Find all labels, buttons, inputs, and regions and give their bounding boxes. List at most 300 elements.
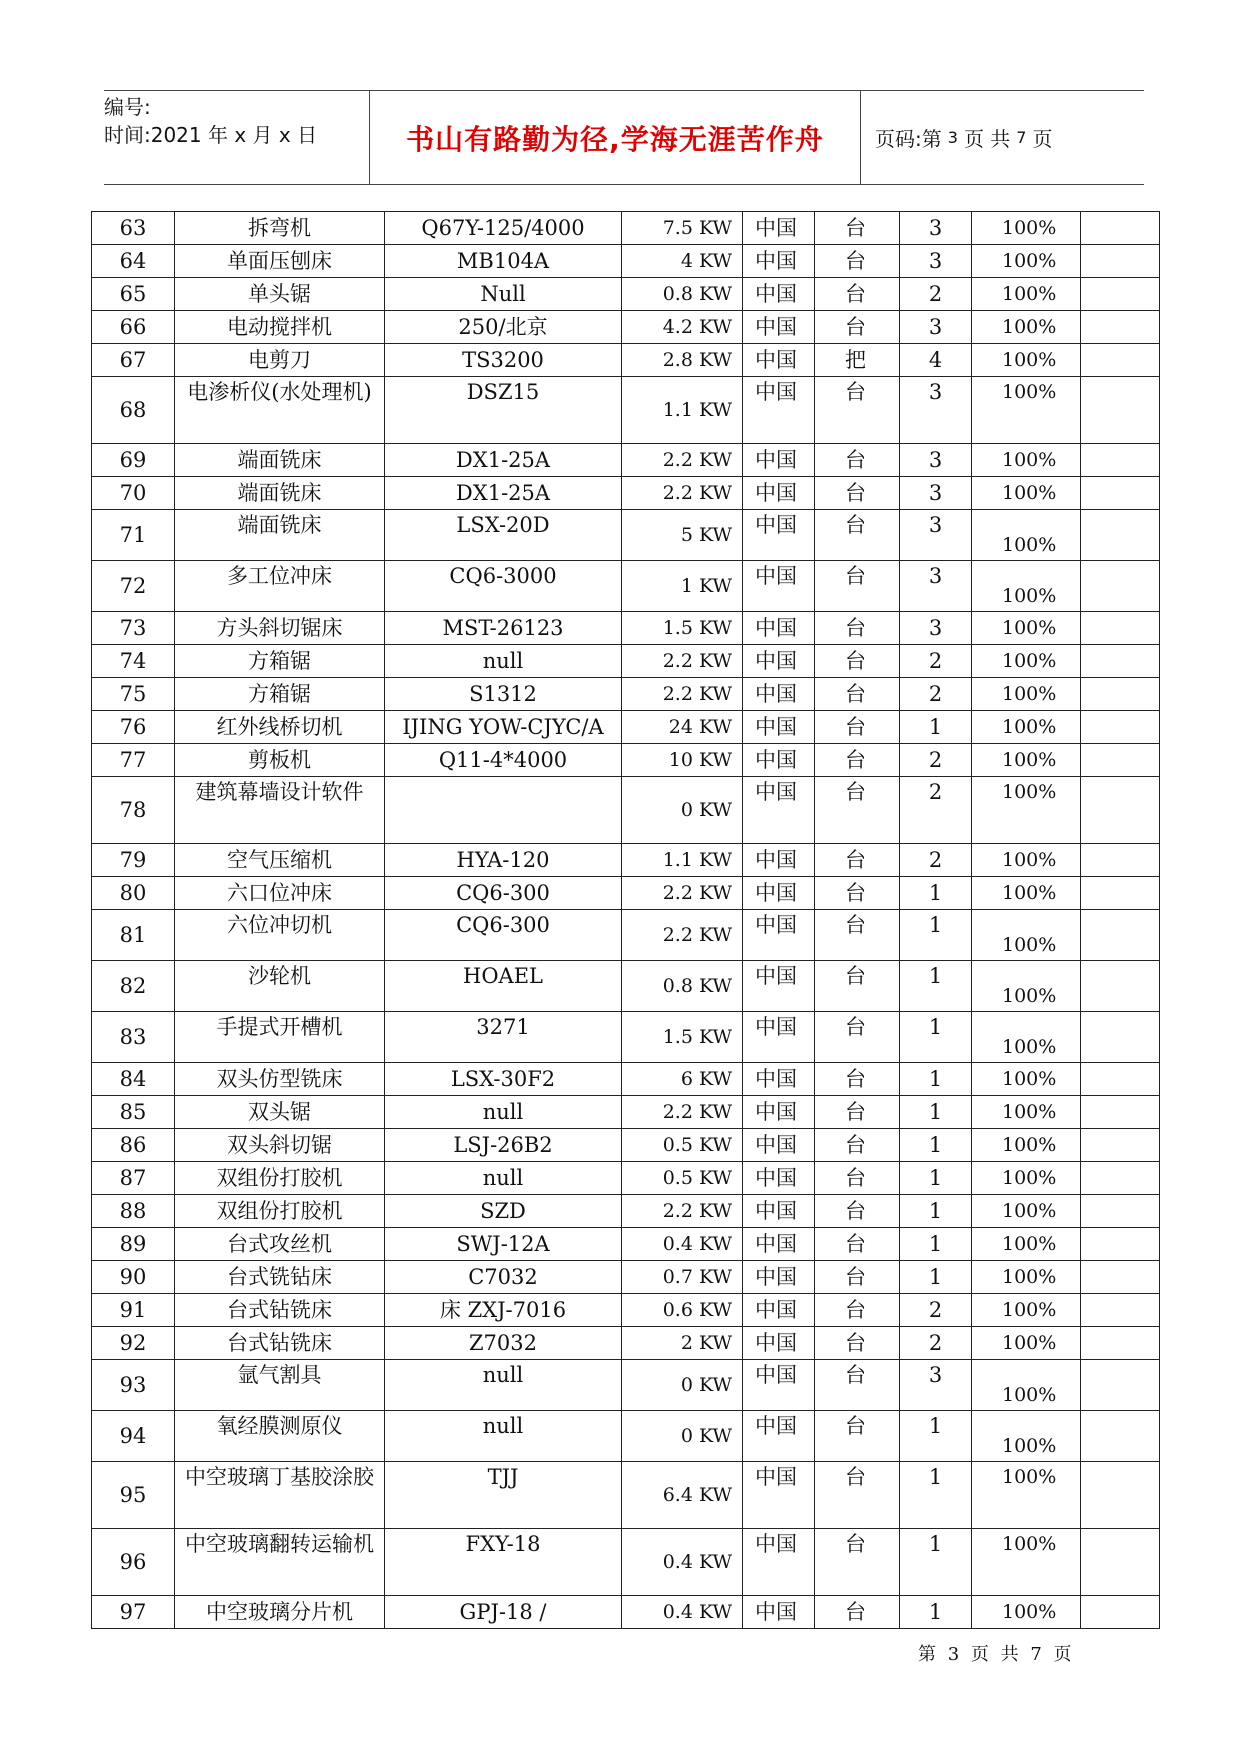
origin-cell: 中国 [743,1012,815,1063]
page-suffix: 页 [1032,127,1053,151]
qty-cell: 3 [900,245,972,278]
model-cell: Q67Y-125/4000 [385,212,622,245]
model-cell: null [385,645,622,678]
origin-cell: 中国 [743,561,815,612]
rate-cell: 100% [972,377,1081,444]
origin-cell: 中国 [743,1462,815,1529]
table-row [92,1228,1160,1261]
name-cell: 方箱锯 [175,678,385,711]
qty-cell: 1 [900,1596,972,1629]
note-cell [1081,1529,1160,1596]
qty-cell: 1 [900,877,972,910]
model-cell: null [385,1360,622,1411]
qty-cell: 1 [900,1129,972,1162]
model-cell: HOAEL [385,961,622,1012]
power-cell: 0.8 KW [622,961,743,1012]
rate-cell: 100% [972,212,1081,245]
note-cell [1081,645,1160,678]
note-cell [1081,1462,1160,1529]
table-row [92,877,1160,910]
power-cell: 2.2 KW [622,1096,743,1129]
rate-cell: 100% [972,711,1081,744]
qty-cell: 1 [900,961,972,1012]
note-cell [1081,1411,1160,1462]
power-cell: 0.8 KW [622,278,743,311]
note-cell [1081,777,1160,844]
unit-cell: 台 [815,1228,900,1261]
origin-cell: 中国 [743,311,815,344]
qty-cell: 1 [900,711,972,744]
origin-cell: 中国 [743,477,815,510]
origin-cell: 中国 [743,1228,815,1261]
name-cell: 红外线桥切机 [175,711,385,744]
unit-cell: 台 [815,561,900,612]
table-row [92,444,1160,477]
power-cell: 2 KW [622,1327,743,1360]
rate-cell: 100% [972,1411,1081,1462]
note-cell [1081,612,1160,645]
motto: 书山有路勤为径,学海无涯苦作舟 [369,91,861,184]
no-cell: 82 [92,961,175,1012]
table-row [92,1162,1160,1195]
no-cell: 86 [92,1129,175,1162]
note-cell [1081,477,1160,510]
unit-cell: 台 [815,1294,900,1327]
model-cell: Z7032 [385,1327,622,1360]
table-row [92,510,1160,561]
qty-cell: 3 [900,1360,972,1411]
table-row [92,844,1160,877]
qty-cell: 1 [900,910,972,961]
name-cell: 电渗析仪(水处理机) [175,377,385,444]
qty-cell: 1 [900,1529,972,1596]
power-cell: 6 KW [622,1063,743,1096]
rate-cell: 100% [972,844,1081,877]
power-cell: 0 KW [622,777,743,844]
rate-cell: 100% [972,1129,1081,1162]
note-cell [1081,844,1160,877]
note-cell [1081,1195,1160,1228]
unit-cell: 台 [815,844,900,877]
equipment-table [91,211,1160,1629]
qty-cell: 1 [900,1261,972,1294]
unit-cell: 台 [815,1261,900,1294]
model-cell: null [385,1162,622,1195]
name-cell: 双头仿型铣床 [175,1063,385,1096]
table-row [92,1261,1160,1294]
model-cell: LSJ-26B2 [385,1129,622,1162]
note-cell [1081,910,1160,961]
name-cell: 双头斜切锯 [175,1129,385,1162]
power-cell: 2.8 KW [622,344,743,377]
no-cell: 89 [92,1228,175,1261]
origin-cell: 中国 [743,1261,815,1294]
origin-cell: 中国 [743,1294,815,1327]
no-cell: 88 [92,1195,175,1228]
power-cell: 1.1 KW [622,844,743,877]
model-cell: Null [385,278,622,311]
page-prefix: 页码:第 [875,127,942,151]
qty-cell: 1 [900,1228,972,1261]
rate-cell: 100% [972,612,1081,645]
no-cell: 79 [92,844,175,877]
power-cell: 0.4 KW [622,1529,743,1596]
power-cell: 0.5 KW [622,1129,743,1162]
no-cell: 91 [92,1294,175,1327]
no-cell: 65 [92,278,175,311]
no-cell: 95 [92,1462,175,1529]
power-cell: 1 KW [622,561,743,612]
page-header [104,90,1144,185]
no-cell: 64 [92,245,175,278]
table-row [92,377,1160,444]
unit-cell: 台 [815,1360,900,1411]
rate-cell: 100% [972,278,1081,311]
table-row [92,961,1160,1012]
origin-cell: 中国 [743,711,815,744]
unit-cell: 台 [815,1327,900,1360]
name-cell: 端面铣床 [175,510,385,561]
origin-cell: 中国 [743,510,815,561]
origin-cell: 中国 [743,961,815,1012]
unit-cell: 台 [815,1129,900,1162]
rate-cell: 100% [972,1228,1081,1261]
power-cell: 6.4 KW [622,1462,743,1529]
no-cell: 93 [92,1360,175,1411]
note-cell [1081,1360,1160,1411]
qty-cell: 3 [900,477,972,510]
unit-cell: 台 [815,1411,900,1462]
power-cell: 2.2 KW [622,477,743,510]
power-cell: 0.6 KW [622,1294,743,1327]
no-cell: 72 [92,561,175,612]
power-cell: 2.2 KW [622,877,743,910]
note-cell [1081,1327,1160,1360]
rate-cell: 100% [972,1096,1081,1129]
unit-cell: 台 [815,744,900,777]
no-cell: 84 [92,1063,175,1096]
unit-cell: 台 [815,961,900,1012]
note-cell [1081,744,1160,777]
qty-cell: 1 [900,1411,972,1462]
origin-cell: 中国 [743,245,815,278]
unit-cell: 台 [815,711,900,744]
table-row [92,711,1160,744]
table-row [92,1529,1160,1596]
name-cell: 单面压刨床 [175,245,385,278]
rate-cell: 100% [972,1596,1081,1629]
name-cell: 端面铣床 [175,477,385,510]
qty-cell: 2 [900,678,972,711]
rate-cell: 100% [972,777,1081,844]
rate-cell: 100% [972,1294,1081,1327]
rate-cell: 100% [972,744,1081,777]
origin-cell: 中国 [743,678,815,711]
table-row [92,1327,1160,1360]
qty-cell: 2 [900,1294,972,1327]
rate-cell: 100% [972,1261,1081,1294]
note-cell [1081,1129,1160,1162]
qty-cell: 3 [900,444,972,477]
no-cell: 68 [92,377,175,444]
no-cell: 92 [92,1327,175,1360]
name-cell: 拆弯机 [175,212,385,245]
no-cell: 96 [92,1529,175,1596]
power-cell: 1.1 KW [622,377,743,444]
no-cell: 63 [92,212,175,245]
qty-cell: 3 [900,311,972,344]
origin-cell: 中国 [743,910,815,961]
qty-cell: 3 [900,612,972,645]
origin-cell: 中国 [743,1129,815,1162]
name-cell: 电剪刀 [175,344,385,377]
name-cell: 中空玻璃翻转运输机 [175,1529,385,1596]
time-text: 时间:2021 年 x 月 x 日 [104,123,318,147]
origin-cell: 中国 [743,1529,815,1596]
note-cell [1081,377,1160,444]
origin-cell: 中国 [743,877,815,910]
name-cell: 单头锯 [175,278,385,311]
qty-cell: 3 [900,561,972,612]
name-cell: 氧经膜测原仪 [175,1411,385,1462]
origin-cell: 中国 [743,777,815,844]
rate-cell: 100% [972,961,1081,1012]
table-row [92,344,1160,377]
unit-cell: 台 [815,311,900,344]
unit-cell: 台 [815,1162,900,1195]
origin-cell: 中国 [743,1411,815,1462]
model-cell: CQ6-300 [385,877,622,910]
table-row [92,311,1160,344]
note-cell [1081,212,1160,245]
origin-cell: 中国 [743,844,815,877]
no-cell: 69 [92,444,175,477]
unit-cell: 台 [815,377,900,444]
name-cell: 手提式开槽机 [175,1012,385,1063]
qty-cell: 3 [900,377,972,444]
model-cell: MB104A [385,245,622,278]
model-cell: 3271 [385,1012,622,1063]
power-cell: 1.5 KW [622,612,743,645]
page-total: 7 [1016,128,1027,147]
rate-cell: 100% [972,1327,1081,1360]
rate-cell: 100% [972,1162,1081,1195]
model-cell: DX1-25A [385,477,622,510]
table-row [92,910,1160,961]
unit-cell: 台 [815,510,900,561]
table-row [92,245,1160,278]
model-cell: C7032 [385,1261,622,1294]
model-cell: MST-26123 [385,612,622,645]
no-cell: 94 [92,1411,175,1462]
power-cell: 7.5 KW [622,212,743,245]
model-cell: GPJ-18 / [385,1596,622,1629]
rate-cell: 100% [972,311,1081,344]
name-cell: 台式铣钻床 [175,1261,385,1294]
unit-cell: 台 [815,278,900,311]
power-cell: 1.5 KW [622,1012,743,1063]
serial-label: 编号: [104,95,151,119]
model-cell: HYA-120 [385,844,622,877]
note-cell [1081,278,1160,311]
qty-cell: 2 [900,1327,972,1360]
note-cell [1081,344,1160,377]
name-cell: 双组份打胶机 [175,1162,385,1195]
power-cell: 4 KW [622,245,743,278]
unit-cell: 台 [815,1596,900,1629]
model-cell: 250/北京 [385,311,622,344]
unit-cell: 台 [815,444,900,477]
model-cell: SWJ-12A [385,1228,622,1261]
power-cell: 0.4 KW [622,1596,743,1629]
model-cell: 床 ZXJ-7016 [385,1294,622,1327]
origin-cell: 中国 [743,278,815,311]
origin-cell: 中国 [743,1195,815,1228]
model-cell [385,777,622,844]
no-cell: 78 [92,777,175,844]
note-cell [1081,1596,1160,1629]
table-row [92,1195,1160,1228]
note-cell [1081,1228,1160,1261]
page-number: 3 [947,128,958,147]
origin-cell: 中国 [743,1162,815,1195]
origin-cell: 中国 [743,612,815,645]
qty-cell: 1 [900,1012,972,1063]
model-cell: DX1-25A [385,444,622,477]
unit-cell: 台 [815,612,900,645]
unit-cell: 把 [815,344,900,377]
no-cell: 74 [92,645,175,678]
rate-cell: 100% [972,1063,1081,1096]
name-cell: 六位冲切机 [175,910,385,961]
name-cell: 建筑幕墙设计软件 [175,777,385,844]
rate-cell: 100% [972,477,1081,510]
qty-cell: 3 [900,212,972,245]
model-cell: null [385,1096,622,1129]
page-indicator [861,91,1158,184]
table-row [92,1462,1160,1529]
origin-cell: 中国 [743,744,815,777]
rate-cell: 100% [972,1195,1081,1228]
origin-cell: 中国 [743,1360,815,1411]
power-cell: 5 KW [622,510,743,561]
origin-cell: 中国 [743,645,815,678]
name-cell: 多工位冲床 [175,561,385,612]
rate-cell: 100% [972,344,1081,377]
unit-cell: 台 [815,212,900,245]
table-row [92,1411,1160,1462]
power-cell: 2.2 KW [622,645,743,678]
no-cell: 71 [92,510,175,561]
qty-cell: 2 [900,777,972,844]
model-cell: LSX-30F2 [385,1063,622,1096]
unit-cell: 台 [815,910,900,961]
table-row [92,1063,1160,1096]
no-cell: 70 [92,477,175,510]
qty-cell: 4 [900,344,972,377]
table-row [92,1360,1160,1411]
unit-cell: 台 [815,1012,900,1063]
origin-cell: 中国 [743,444,815,477]
rate-cell: 100% [972,877,1081,910]
equipment-rows [92,212,1160,1629]
note-cell [1081,678,1160,711]
table-row [92,477,1160,510]
model-cell: null [385,1411,622,1462]
rate-cell: 100% [972,645,1081,678]
rate-cell: 100% [972,444,1081,477]
note-cell [1081,1162,1160,1195]
table-row [92,1096,1160,1129]
no-cell: 90 [92,1261,175,1294]
table-row [92,561,1160,612]
rate-cell: 100% [972,1529,1081,1596]
table-row [92,777,1160,844]
name-cell: 端面铣床 [175,444,385,477]
unit-cell: 台 [815,245,900,278]
header-info [104,91,369,186]
note-cell [1081,245,1160,278]
unit-cell: 台 [815,877,900,910]
no-cell: 87 [92,1162,175,1195]
power-cell: 2.2 KW [622,1195,743,1228]
model-cell: CQ6-300 [385,910,622,961]
unit-cell: 台 [815,477,900,510]
name-cell: 剪板机 [175,744,385,777]
name-cell: 六口位冲床 [175,877,385,910]
no-cell: 75 [92,678,175,711]
name-cell: 方箱锯 [175,645,385,678]
rate-cell: 100% [972,561,1081,612]
origin-cell: 中国 [743,212,815,245]
model-cell: TS3200 [385,344,622,377]
unit-cell: 台 [815,645,900,678]
power-cell: 2.2 KW [622,444,743,477]
origin-cell: 中国 [743,1063,815,1096]
page-mid: 页 共 [963,127,1011,151]
origin-cell: 中国 [743,1596,815,1629]
note-cell [1081,311,1160,344]
name-cell: 双头锯 [175,1096,385,1129]
note-cell [1081,1096,1160,1129]
note-cell [1081,1063,1160,1096]
no-cell: 83 [92,1012,175,1063]
power-cell: 4.2 KW [622,311,743,344]
no-cell: 77 [92,744,175,777]
no-cell: 97 [92,1596,175,1629]
unit-cell: 台 [815,1462,900,1529]
name-cell: 氩气割具 [175,1360,385,1411]
power-cell: 2.2 KW [622,910,743,961]
power-cell: 2.2 KW [622,678,743,711]
note-cell [1081,961,1160,1012]
rate-cell: 100% [972,245,1081,278]
origin-cell: 中国 [743,377,815,444]
name-cell: 方头斜切锯床 [175,612,385,645]
qty-cell: 1 [900,1162,972,1195]
unit-cell: 台 [815,1096,900,1129]
name-cell: 电动搅拌机 [175,311,385,344]
qty-cell: 1 [900,1096,972,1129]
unit-cell: 台 [815,1195,900,1228]
origin-cell: 中国 [743,1096,815,1129]
table-row [92,645,1160,678]
rate-cell: 100% [972,510,1081,561]
table-row [92,1012,1160,1063]
rate-cell: 100% [972,1360,1081,1411]
table-row [92,612,1160,645]
unit-cell: 台 [815,678,900,711]
